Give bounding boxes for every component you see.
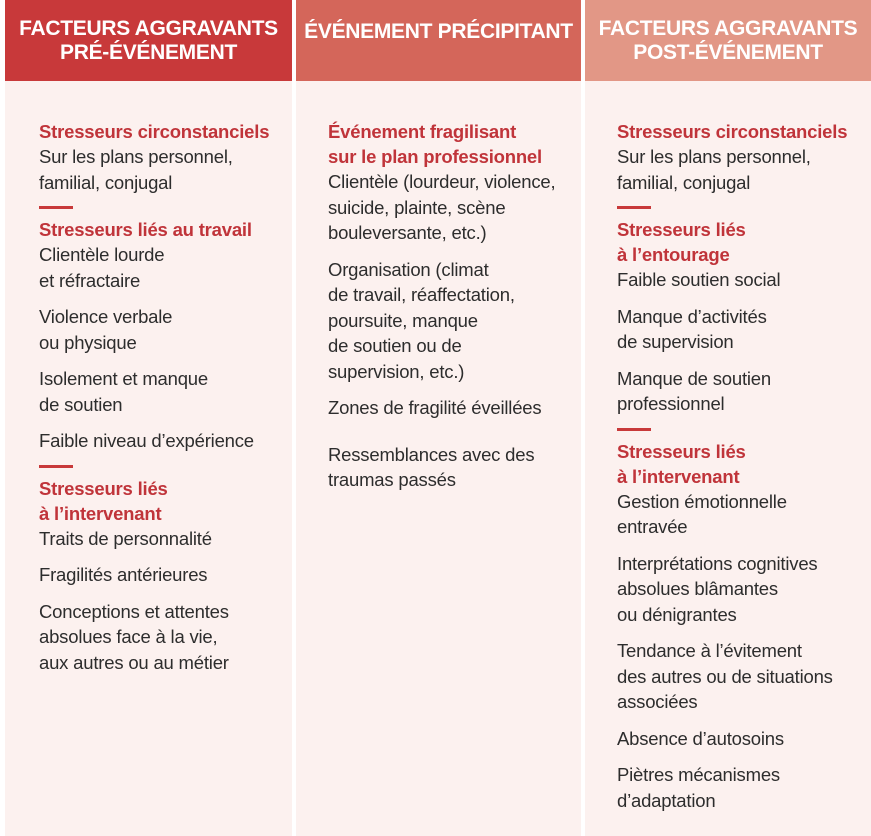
- section-circumstantial: [39, 119, 292, 195]
- column-body: [585, 81, 871, 836]
- column-header: [296, 0, 581, 81]
- section-title: Stresseurs liés à l’intervenant: [617, 440, 746, 487]
- list-item: Traits de personnalité: [39, 527, 212, 549]
- list-item: Absence d’autosoins: [617, 727, 784, 749]
- section-title: Stresseurs circonstanciels: [39, 121, 270, 142]
- section-title: Stresseurs liés à l’entourage: [617, 219, 746, 265]
- list-item: Manque d’activités de supervision: [617, 305, 767, 352]
- list-item: Clientèle (lourdeur, violence, suicide, plainte, scène bouleversante, etc.): [328, 171, 556, 243]
- section-practitioner: [39, 476, 292, 676]
- section-title: Stresseurs liés au travail: [39, 219, 252, 240]
- section-divider: [617, 206, 651, 209]
- column-precipitating-event: [296, 0, 581, 836]
- list-item: Organisation (climat de travail, réaffectation, poursuite, manque de soutien ou de supervision, etc.): [328, 258, 515, 382]
- section-divider: [617, 428, 651, 431]
- section-divider: [39, 465, 73, 468]
- section-title: Événement fragilisant sur le plan professionnel: [328, 121, 542, 167]
- list-item: Ressemblances avec des traumas passés: [328, 443, 535, 490]
- column-body: [296, 81, 581, 836]
- list-item: Interprétations cognitives absolues blâmantes ou dénigrantes: [617, 552, 818, 625]
- list-item: Violence verbale ou physique: [39, 306, 173, 353]
- column-pre-event: [5, 0, 292, 836]
- section-entourage: [617, 217, 871, 417]
- section-circumstantial: [617, 119, 871, 195]
- column-post-event: [585, 0, 871, 836]
- section-divider: [39, 206, 73, 209]
- list-item: Sur les plans personnel, familial, conjugal: [39, 146, 233, 193]
- list-item: Gestion émotionnelle entravée: [617, 490, 787, 537]
- list-item: Piètres mécanismes d’adaptation: [617, 764, 780, 811]
- list-item: Tendance à l’évitement des autres ou de situations associées: [617, 640, 833, 712]
- column-header-text: ÉVÉNEMENT PRÉCIPITANT: [304, 20, 573, 43]
- list-item: Faible soutien social: [617, 269, 781, 290]
- list-item: Fragilités antérieures: [39, 564, 208, 585]
- list-item: Isolement et manque de soutien: [39, 368, 208, 415]
- list-item: Conceptions et attentes absolues face à la vie, aux autres ou au métier: [39, 600, 229, 673]
- list-item: Faible niveau d’expérience: [39, 430, 254, 451]
- list-item: Sur les plans personnel, familial, conjugal: [617, 146, 811, 193]
- section-work: [39, 217, 292, 454]
- list-item: Clientèle lourde et réfractaire: [39, 244, 165, 291]
- column-header: FACTEURS AGGRAVANTS PRÉ-ÉVÉNEMENT: [5, 0, 292, 81]
- list-item: Manque de soutien professionnel: [617, 367, 771, 414]
- section-title: Stresseurs liés à l’intervenant: [39, 477, 168, 524]
- section-practitioner: [617, 439, 871, 814]
- section-fragilizing-event: [328, 119, 581, 493]
- list-item: Zones de fragilité éveillées: [328, 397, 542, 418]
- column-header: FACTEURS AGGRAVANTS POST-ÉVÉNEMENT: [585, 0, 871, 81]
- section-title: Stresseurs circonstanciels: [617, 121, 848, 142]
- column-body: [5, 81, 292, 836]
